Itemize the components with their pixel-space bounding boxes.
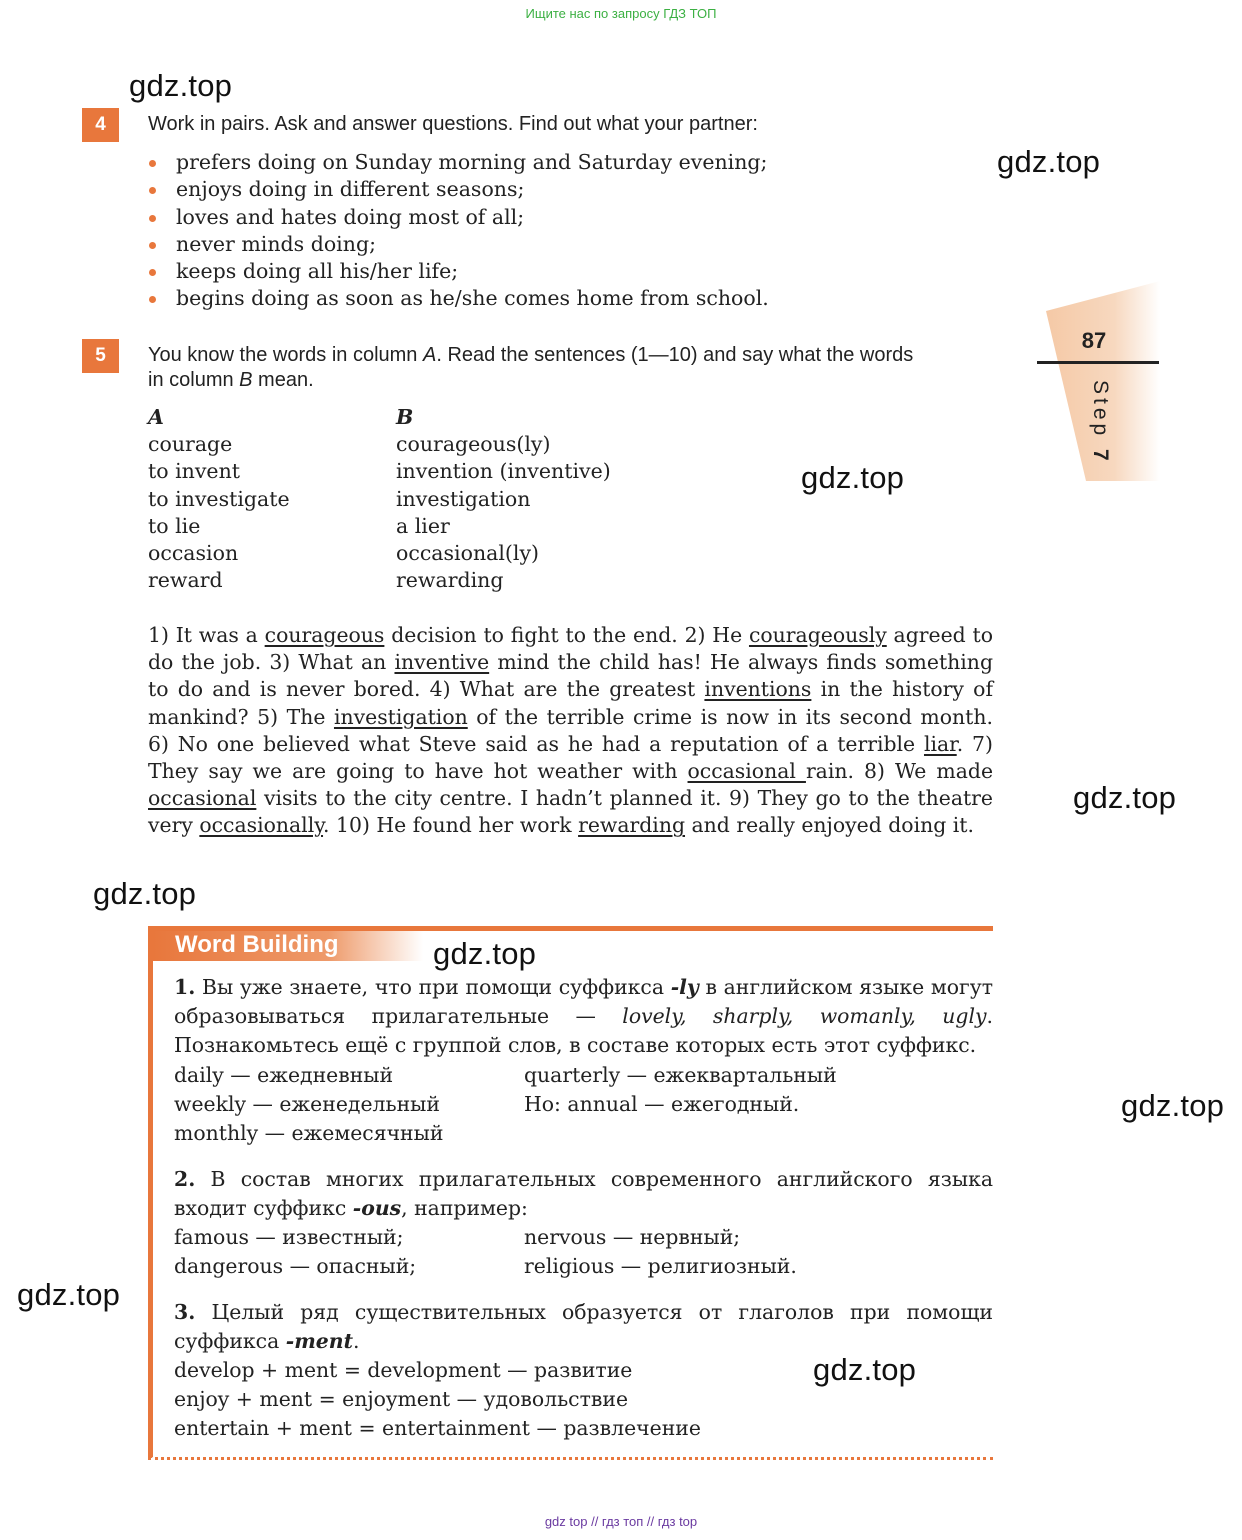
list-item: dangerous — опасный; <box>174 1254 417 1279</box>
list-item: to investigate <box>148 486 290 511</box>
list-item: daily — ежедневный <box>174 1063 394 1087</box>
list-item: begins doing as soon as he/she comes home from school. <box>148 285 769 312</box>
sentence-text: mind the child has! He always finds something to do and is never bored. 4) What are the greatest <box>148 650 993 702</box>
underlined-word: occasional <box>687 759 806 784</box>
word-building-header <box>153 931 423 961</box>
word-building-section-3: 3. Целый ряд существительных образуется от глаголов при помощи суффикса -ment. <box>174 1300 993 1354</box>
watermark: gdz.top <box>17 1277 121 1312</box>
underlined-word: courageously <box>748 623 887 647</box>
underlined-word: occasionally <box>199 813 324 838</box>
word-building-section-2: 2. В состав многих прилагательных современного английского языка входит суффикс -ous, например: <box>174 1167 993 1221</box>
tab-divider <box>1037 361 1159 364</box>
list-item: loves and hates doing most of all; <box>148 204 769 231</box>
list-item: religious — религиозный. <box>524 1254 797 1279</box>
sentence-text: and really enjoyed doing it. <box>685 813 974 838</box>
list-item: investigation <box>396 486 531 511</box>
watermark: gdz.top <box>129 68 233 103</box>
list-item: nervous — нервный; <box>524 1225 741 1249</box>
list-item: never minds doing; <box>148 231 769 258</box>
word-list-right <box>524 1061 837 1119</box>
watermark: gdz.top <box>93 876 197 911</box>
list-item: a lier <box>396 513 450 538</box>
exercise-number-badge: 4 <box>82 108 119 142</box>
word-building-section-1: 1. Вы уже знаете, что при помощи суффикса -ly в английском языке могут образовываться прилагательные — lovely, sharply, womanly, ugly. Познакомьтесь ещё с группой слов, в составе которых есть этот суффикс. <box>174 975 993 1058</box>
exercise-4-instruction: Work in pairs. Ask and answer questions. Find out what your partner: <box>148 113 758 135</box>
sentence-text: of the terrible crime is now in its second month. 6) No one believed what Steve said as he had a reputation of a terrible <box>148 704 993 756</box>
bullet-dot-icon <box>149 269 156 276</box>
bullet-dot-icon <box>149 296 156 303</box>
bullet-dot-icon <box>149 187 156 194</box>
list-item: occasional(ly) <box>396 541 540 566</box>
list-item: courage <box>148 432 233 457</box>
list-item: monthly — ежемесячный <box>174 1121 444 1146</box>
exercise-5-sentences <box>148 622 993 840</box>
watermark: gdz.top <box>1073 780 1177 815</box>
underlined-word: inventive <box>394 650 490 675</box>
column-b <box>396 404 611 594</box>
sentence-text: rain. 8) We made <box>805 759 994 784</box>
watermark: gdz.top <box>801 460 905 495</box>
sentence-text: decision to fight to the end. 2) He <box>384 623 749 647</box>
bullet-dot-icon <box>149 242 156 249</box>
watermark: gdz.top <box>1121 1088 1225 1123</box>
list-item: entertain + ment = entertainment — развлечение <box>174 1416 701 1441</box>
list-item: invention (inventive) <box>396 459 611 484</box>
exercise-number-badge: 5 <box>82 339 119 373</box>
list-item: to invent <box>148 459 241 484</box>
column-header: B <box>396 405 414 429</box>
underlined-word: investigation <box>333 704 468 729</box>
underlined-word: rewarding <box>578 813 686 838</box>
underlined-word: occasional <box>148 786 257 811</box>
footer-links[interactable]: gdz top // гдз топ // гдз top <box>544 1514 698 1529</box>
step-label: Step 7 <box>1089 380 1112 461</box>
list-item: keeps doing all his/her life; <box>148 258 769 285</box>
column-a <box>148 404 290 594</box>
list-item: occasion <box>148 541 239 566</box>
list-item: to lie <box>148 513 201 538</box>
word-list-right <box>524 1223 797 1281</box>
list-item: enjoys doing in different seasons; <box>148 176 769 203</box>
underlined-word: liar <box>923 731 957 756</box>
top-banner[interactable]: Ищите нас по запросу ГДЗ ТОП <box>525 6 717 21</box>
word-list-left <box>174 1061 443 1149</box>
sentence-text: agreed to do the job. 3) What an <box>148 623 993 675</box>
list-item: rewarding <box>396 568 504 593</box>
sentence-text: in the history of mankind? 5) The <box>148 677 993 729</box>
underlined-word: inventions <box>704 677 812 702</box>
bullet-dot-icon <box>149 215 156 222</box>
word-list-left <box>174 1223 416 1281</box>
exercise-5-instruction: You know the words in column A. Read the sentences (1—10) and say what the words in column B mean. <box>148 344 914 391</box>
list-item: quarterly — ежеквартальный <box>524 1063 837 1087</box>
list-item: develop + ment = development — развитие <box>174 1358 633 1382</box>
sentence-text: . 7) They say we are going to have hot weather with <box>148 731 993 784</box>
exercise-4-bullet-list <box>148 149 769 313</box>
list-item: famous — известный; <box>174 1225 404 1249</box>
word-building-title: Word Building <box>175 931 339 958</box>
list-item: prefers doing on Sunday morning and Saturday evening; <box>148 149 769 176</box>
watermark: gdz.top <box>433 936 537 971</box>
sentence-text: . 10) He found her work <box>323 813 579 838</box>
watermark: gdz.top <box>813 1352 917 1387</box>
sentence-text: 1) It was a <box>148 623 265 647</box>
list-item: reward <box>148 568 223 593</box>
watermark: gdz.top <box>997 144 1101 179</box>
list-item: enjoy + ment = enjoyment — удовольствие <box>174 1387 629 1412</box>
sentence-text: visits to the city centre. I hadn’t planned it. 9) They go to the theatre very <box>148 786 993 838</box>
list-item: courageous(ly) <box>396 432 551 457</box>
list-item: weekly — еженедельный <box>174 1092 440 1117</box>
word-formation-list <box>174 1356 701 1444</box>
page-number: 87 <box>1081 328 1107 353</box>
bullet-dot-icon <box>149 160 156 167</box>
column-header: A <box>148 405 164 429</box>
list-item: Но: annual — ежегодный. <box>524 1092 800 1117</box>
underlined-word: courageous <box>264 623 385 647</box>
